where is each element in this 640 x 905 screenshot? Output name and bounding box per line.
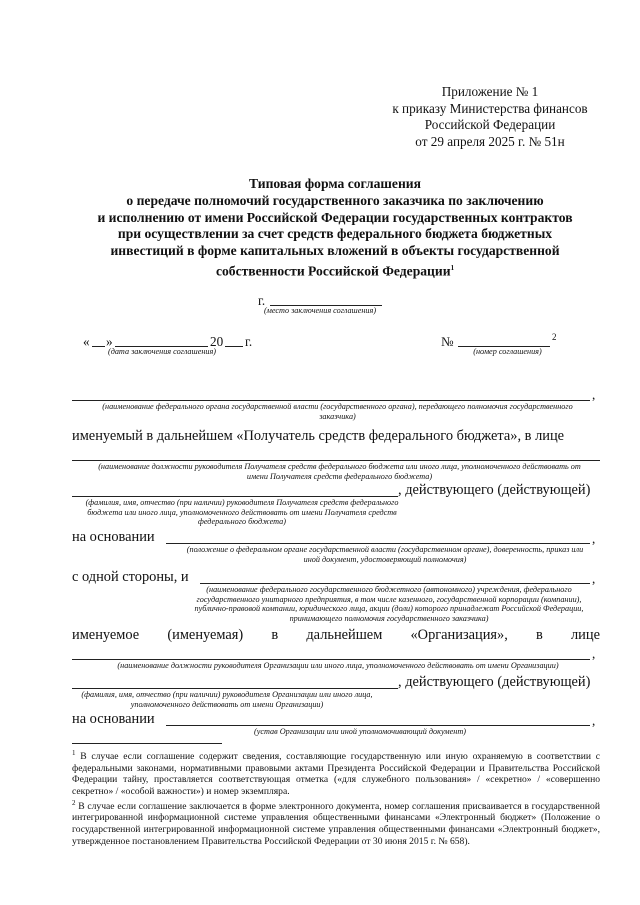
title-line-2: о передаче полномочий государственного заказчика по заключению — [126, 192, 544, 208]
footnote-1-mark: 1 — [72, 749, 76, 757]
appendix-line-2: к приказу Министерства финансов — [392, 100, 588, 116]
number-caption: (номер соглашения) — [473, 347, 542, 356]
recipient-position-caption: (наименование должности руководителя Получателя средств федерального бюджета или иного лица, уполномоченного действовать от имени Получателя средств федерального бюджета) — [98, 462, 581, 481]
organization-field[interactable] — [200, 583, 590, 584]
named-org-word-1: именуемое — [72, 627, 140, 643]
recipient-acting-text: , действующего (действующей) — [398, 482, 591, 498]
named-org-word-3: в — [271, 627, 279, 643]
named-org-word-7: лице — [571, 627, 600, 643]
footnote-2-text: В случае если соглашение заключается в форме электронного документа, номер соглашения присваивается в государственной интегрированной информационной системе управления общественными финансами «Электронный бюджет» (Положение о государственной интегрированной информационной системе управления общественными финансами «Электронный бюджет», утвержденное постановлением Правительства Российской Федерации от 30 июня 2015 г. № 658). — [72, 800, 600, 847]
charter-field[interactable] — [166, 725, 590, 726]
title-footnote-mark: 1 — [450, 263, 455, 272]
date-caption: (дата заключения соглашения) — [107, 347, 217, 356]
date-open-quote: « — [83, 334, 90, 349]
document-title — [70, 176, 600, 280]
place-caption: (место заключения соглашения) — [263, 306, 377, 315]
organization-caption: (наименование федерального государственного бюджетного (автономного) учреждения, федерального государственного унитарного предприятия, в том числе казенного, государственной корпорации (компании), публично-правовой компании, юридического лица, акции (доли) которого принадлежат Российской Федерации, принимающего полномочия государственного заказчика) — [194, 585, 584, 623]
federal-body-caption: (наименование федерального органа государственной власти (государственного органа), передающего полномочия государственного заказчика) — [102, 402, 573, 421]
organization-comma: , — [592, 571, 596, 586]
basis-label: на основании — [72, 529, 155, 545]
footnote-separator — [72, 743, 222, 744]
title-line-1: Типовая форма соглашения — [249, 176, 421, 191]
recipient-fio-caption: (фамилия, имя, отчество (при наличии) руководителя Получателя средств федерального бюджета или иного лица, уполномоченного действовать от имени Получателя средств федерального бюджета) — [85, 498, 399, 527]
recipient-position-field[interactable] — [72, 460, 600, 461]
date-year-suffix: г. — [245, 334, 253, 349]
date-year-prefix: 20 — [210, 334, 224, 349]
number-footnote-mark: 2 — [552, 332, 557, 342]
appendix-line-1: Приложение № 1 — [441, 84, 539, 99]
named-org-word-6: в — [536, 627, 543, 643]
org-fio-field[interactable] — [72, 688, 398, 689]
basis-comma: , — [592, 531, 596, 546]
recipient-fio-field[interactable] — [72, 496, 398, 497]
charter-caption: (устав Организации или иной уполномочивающий документ) — [254, 727, 466, 736]
footnotes — [72, 748, 600, 847]
basis-caption: (положение о федеральном органе государственной власти (государственном органе), доверенность, приказ или иной документ, удостоверяющий полномочия) — [186, 545, 584, 564]
footnote-2 — [72, 798, 600, 848]
basis2-label: на основании — [72, 711, 155, 727]
appendix-line-3: Российской Федерации — [424, 117, 556, 132]
number-sign: № — [441, 334, 454, 349]
federal-body-comma: , — [592, 387, 596, 402]
federal-body-field[interactable] — [72, 400, 590, 401]
title-line-4: при осуществлении за счет средств федерального бюджета бюджетных — [117, 226, 553, 242]
org-acting-text: , действующего (действующей) — [398, 674, 591, 690]
title-line-6-text: собственности Российской Федерации — [215, 263, 451, 279]
named-org-word-2: (именуемая) — [167, 627, 244, 643]
one-side-label: с одной стороны, и — [72, 569, 189, 585]
named-org-word-4: дальнейшем — [306, 627, 383, 643]
appendix-line-4: от 29 апреля 2025 г. № 51н — [415, 133, 565, 149]
title-line-3: и исполнению от имени Российской Федерации государственных контрактов — [97, 209, 573, 225]
title-line-5: инвестиций в форме капитальных вложений в объекты государственной — [110, 243, 560, 259]
date-close-quote: » — [106, 334, 113, 349]
org-position-caption: (наименование должности руководителя Организации или иного лица, уполномоченного действовать от имени Организации) — [117, 661, 559, 670]
org-position-field[interactable] — [72, 659, 590, 660]
footnote-2-mark: 2 — [72, 798, 76, 807]
appendix-block — [375, 84, 605, 150]
charter-comma: , — [592, 713, 596, 728]
org-fio-caption: (фамилия, имя, отчество (при наличии) руководителя Организации или иного лица, уполномоченного действовать от имени Организации) — [81, 690, 373, 709]
recipient-named-text: именуемый в дальнейшем «Получатель средств федерального бюджета», в лице — [72, 428, 565, 444]
footnote-1 — [72, 748, 600, 798]
place-prefix: г. — [258, 293, 266, 308]
title-line-6 — [70, 260, 600, 280]
footnote-1-text: В случае если соглашение содержит сведения, составляющие государственную или иную охраняемую в соответствии с федеральными законами, нормативными правовыми актами Президента Российской Федерации и Правительства Российской Федерации тайну, проставляется соответствующая отметка («для служебного пользования» / «секретно» / «совершенно секретно» / «особой важности») и номер экземпляра. — [72, 751, 600, 797]
organization-named-text — [72, 627, 600, 644]
named-org-word-5: «Организация», — [410, 627, 508, 643]
org-position-comma: , — [592, 646, 596, 661]
basis-field[interactable] — [166, 543, 590, 544]
